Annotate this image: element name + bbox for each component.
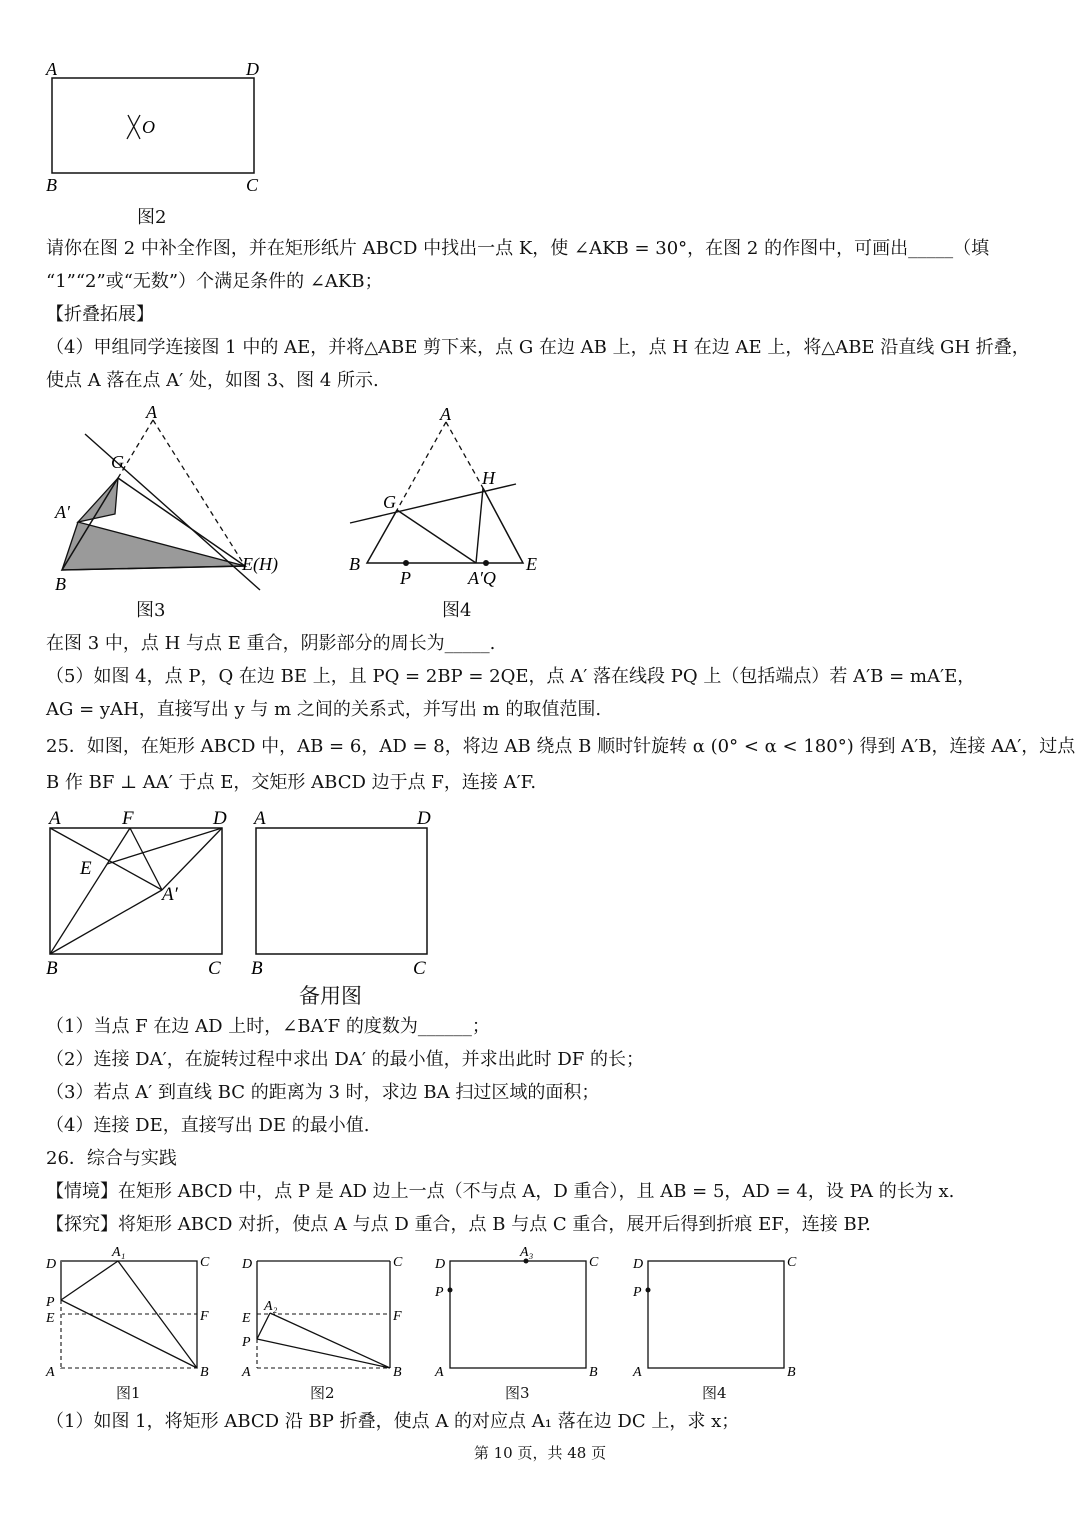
label-f: F: [200, 1309, 209, 1324]
label-c: C: [200, 1255, 210, 1270]
label-h: H: [482, 468, 495, 488]
label-b: B: [55, 574, 66, 594]
q3-line-1: 请你在图 2 中补全作图，并在矩形纸片 ABCD 中找出一点 K，使 ∠AKB = 30°，在图 2 的作图中，可画出_____（填: [46, 238, 990, 259]
label-b: B: [200, 1365, 209, 1380]
figure-26-2-caption: 图2: [310, 1384, 335, 1402]
label-a: A: [435, 1365, 444, 1380]
label-g: G: [111, 452, 124, 472]
q5-line-2: AG = yAH，直接写出 y 与 m 之间的关系式，并写出 m 的取值范围.: [46, 699, 602, 720]
label-e: E: [46, 1311, 55, 1326]
p26-q1: （1）如图 1，将矩形 ABCD 沿 BP 折叠，使点 A 的对应点 A₁ 落在边 DC 上，求 x；: [46, 1411, 740, 1432]
figure-26-1: [40, 1240, 220, 1405]
label-p: P: [242, 1335, 251, 1350]
label-a: A: [440, 404, 451, 424]
figure-3: [45, 400, 305, 600]
label-a: A: [46, 59, 57, 79]
label-e: E: [242, 1311, 251, 1326]
p25-q2: （2）连接 DA′，在旋转过程中求出 DA′ 的最小值，并求出此时 DF 的长；: [46, 1049, 645, 1070]
label-c: C: [393, 1255, 403, 1270]
label-d: D: [46, 1257, 57, 1272]
label-o: O: [142, 117, 155, 137]
figure-2-caption: 图2: [137, 207, 167, 228]
label-a1: A₁: [112, 1245, 126, 1260]
q5-line-1: （5）如图 4，点 P，Q 在边 BE 上，且 PQ = 2BP = 2QE，点 A′ 落在线段 PQ 上（包括端点）若 A′B = mA′E，: [46, 666, 976, 687]
figure-4-caption: 图4: [442, 600, 472, 621]
p26-title: 26．综合与实践: [46, 1148, 177, 1169]
label-c: C: [208, 958, 221, 979]
label-a-prime-q: A′Q: [468, 568, 496, 588]
label-a: A: [254, 808, 266, 829]
label-d: D: [242, 1257, 253, 1272]
q4-line-2: 使点 A 落在点 A′ 处，如图 3、图 4 所示.: [46, 370, 379, 391]
q4-line-1: （4）甲组同学连接图 1 中的 AE，并将△ABE 剪下来，点 G 在边 AB 上，点 H 在边 AE 上，将△ABE 沿直线 GH 折叠，: [46, 337, 1030, 358]
label-b: B: [46, 175, 57, 195]
figure-26-1-caption: 图1: [116, 1384, 141, 1402]
q3-line-2: “1”“2”或“无数”）个满足条件的 ∠AKB；: [46, 271, 383, 292]
figure-4: [340, 400, 560, 600]
figure-3-caption: 图3: [136, 600, 166, 621]
p25-line-1: 25．如图，在矩形 ABCD 中，AB = 6，AD = 8，将边 AB 绕点 B 顺时针旋转 α (0° < α < 180°) 得到 A′B，连接 AA′，过点: [46, 736, 1076, 757]
label-a: A: [49, 808, 61, 829]
label-p: P: [435, 1285, 444, 1300]
label-a-prime: A′: [162, 884, 178, 905]
label-d: D: [246, 59, 259, 79]
label-b: B: [589, 1365, 598, 1380]
label-c: C: [413, 958, 426, 979]
spare-figure-caption: 备用图: [299, 984, 362, 1008]
label-b: B: [787, 1365, 796, 1380]
section-fold: 【折叠拓展】: [46, 304, 154, 325]
p26-explore: 【探究】将矩形 ABCD 对折，使点 A 与点 D 重合，点 B 与点 C 重合，展开后得到折痕 EF，连接 BP.: [46, 1214, 871, 1235]
label-f: F: [393, 1309, 402, 1324]
figure-26-4-caption: 图4: [702, 1384, 727, 1402]
label-e-h: E(H): [242, 554, 278, 574]
label-a-prime: A′: [55, 502, 70, 522]
label-b: B: [393, 1365, 402, 1380]
label-p: P: [633, 1285, 642, 1300]
label-a: A: [633, 1365, 642, 1380]
label-a: A: [46, 1365, 55, 1380]
label-f: F: [122, 808, 134, 829]
q4-line-3: 在图 3 中，点 H 与点 E 重合，阴影部分的周长为_____.: [46, 633, 496, 654]
label-a2: A₂: [264, 1299, 278, 1314]
figure-26-4: [628, 1240, 808, 1405]
p25-q3: （3）若点 A′ 到直线 BC 的距离为 3 时，求边 BA 扫过区域的面积；: [46, 1082, 600, 1103]
label-p: P: [46, 1295, 55, 1310]
figure-25: [40, 800, 240, 985]
figure-26-3: [430, 1240, 610, 1405]
label-e: E: [80, 858, 92, 879]
label-d: D: [633, 1257, 644, 1272]
figure-26-3-caption: 图3: [505, 1384, 530, 1402]
label-e: E: [526, 554, 537, 574]
label-g: G: [383, 492, 396, 512]
figure-26-2: [237, 1240, 417, 1405]
p25-q4: （4）连接 DE，直接写出 DE 的最小值.: [46, 1115, 370, 1136]
figure-25-spare: [245, 800, 445, 985]
label-b: B: [349, 554, 360, 574]
label-d: D: [435, 1257, 446, 1272]
label-c: C: [589, 1255, 599, 1270]
label-a: A: [242, 1365, 251, 1380]
p25-line-2: B 作 BF ⊥ AA′ 于点 E，交矩形 ABCD 边于点 F，连接 A′F.: [46, 772, 537, 793]
p26-context: 【情境】在矩形 ABCD 中，点 P 是 AD 边上一点（不与点 A，D 重合），且 AB = 5，AD = 4，设 PA 的长为 x.: [46, 1181, 955, 1202]
label-a3: A₃: [520, 1245, 534, 1260]
label-d: D: [213, 808, 227, 829]
page-footer: 第 10 页，共 48 页: [473, 1444, 607, 1462]
label-d: D: [417, 808, 431, 829]
label-c: C: [787, 1255, 797, 1270]
label-b: B: [251, 958, 263, 979]
label-a: A: [146, 402, 157, 422]
label-b: B: [46, 958, 58, 979]
label-c: C: [246, 175, 259, 195]
p25-q1: （1）当点 F 在边 AD 上时，∠BA′F 的度数为______；: [46, 1016, 490, 1037]
label-p: P: [400, 568, 411, 588]
figure-2: [40, 55, 280, 200]
